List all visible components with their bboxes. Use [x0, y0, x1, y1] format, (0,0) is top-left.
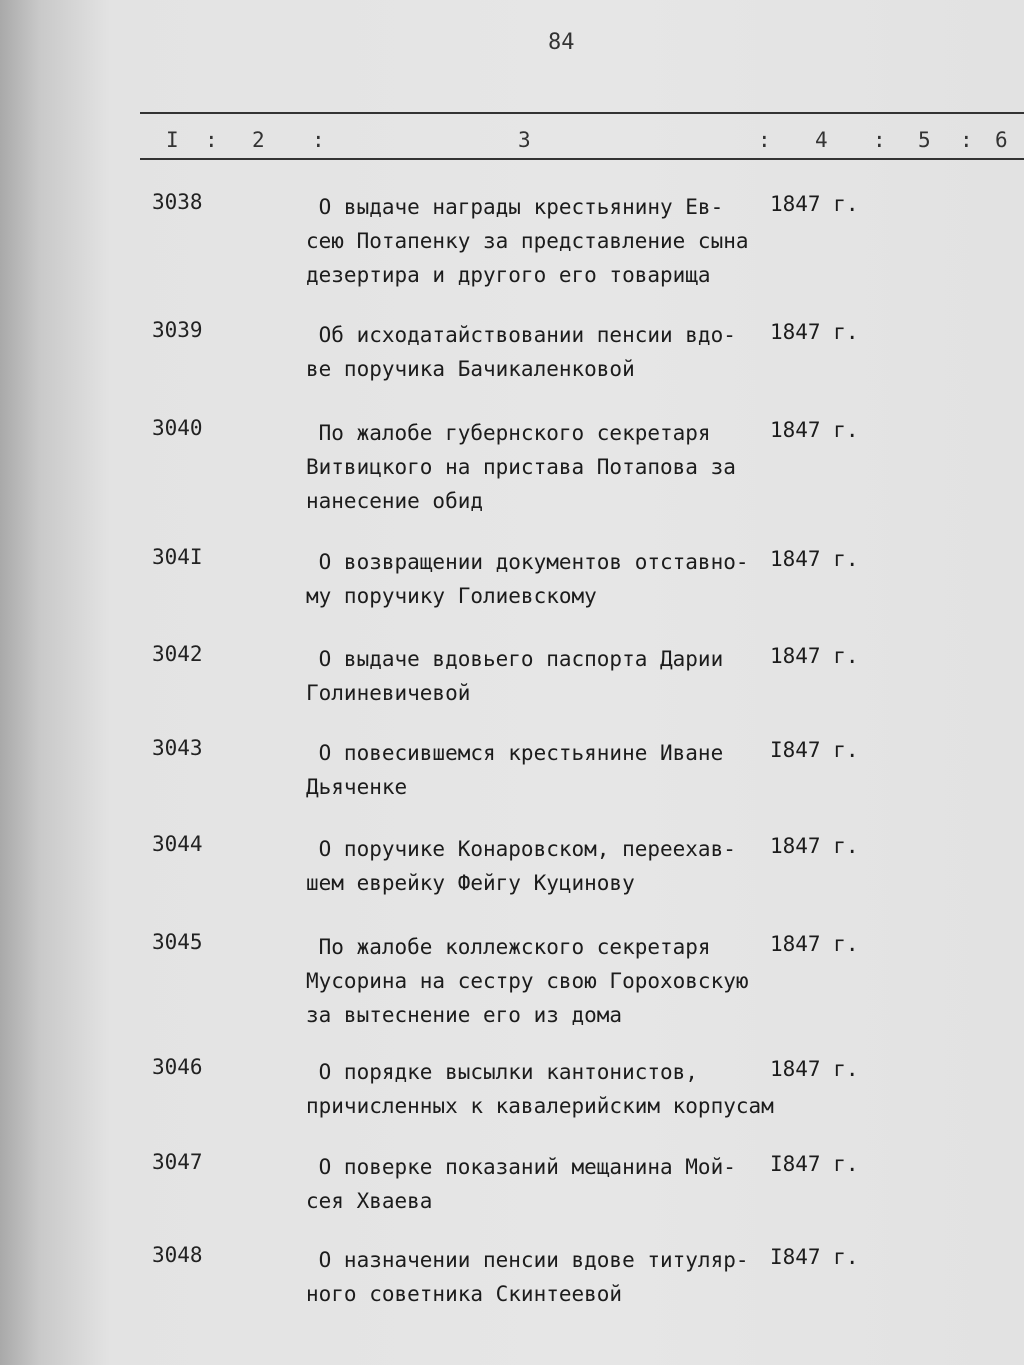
header-col-2: 2: [252, 128, 265, 152]
entry-year: I847 г.: [770, 738, 859, 762]
header-col-3: 3: [518, 128, 531, 152]
header-bottom-rule: [140, 158, 1024, 160]
entry-year: 1847 г.: [770, 834, 859, 858]
entry-title: О порядке высылки кантонистов, причисленных к кавалерийским корпусам: [306, 1060, 774, 1118]
page-number: 84: [548, 30, 575, 55]
entry-year: 1847 г.: [770, 418, 859, 442]
entry-number: 3047: [152, 1150, 203, 1174]
header-col-5: 5: [918, 128, 931, 152]
entry-number: 304I: [152, 545, 203, 569]
header-sep-4: :: [873, 128, 886, 152]
header-sep-2: :: [312, 128, 325, 152]
entry-number: 3040: [152, 416, 203, 440]
header-sep-1: :: [205, 128, 218, 152]
entry-number: 3044: [152, 832, 203, 856]
entry-title: О возвращении документов отставно- му поручику Голиевскому: [306, 550, 749, 608]
entry-number: 3043: [152, 736, 203, 760]
entry-year: 1847 г.: [770, 547, 859, 571]
entry-title: По жалобе губернского секретаря Витвицкого на пристава Потапова за нанесение обид: [306, 421, 736, 513]
entry-number: 3046: [152, 1055, 203, 1079]
header-sep-5: :: [960, 128, 973, 152]
entry-title: Об исходатайствовании пенсии вдо- ве поручика Бачикаленковой: [306, 323, 736, 381]
header-sep-3: :: [758, 128, 771, 152]
entry-year: 1847 г.: [770, 932, 859, 956]
entry-number: 3039: [152, 318, 203, 342]
entry-title: О повесившемся крестьянине Иване Дьяченке: [306, 741, 724, 799]
entry-title: О поверке показаний мещанина Мой- сея Хваева: [306, 1155, 736, 1213]
entry-number: 3045: [152, 930, 203, 954]
header-col-1: I: [166, 128, 179, 152]
entry-year: 1847 г.: [770, 1057, 859, 1081]
entry-title: О назначении пенсии вдове титуляр- ного советника Скинтеевой: [306, 1248, 749, 1306]
entry-year: I847 г.: [770, 1245, 859, 1269]
entry-year: 1847 г.: [770, 192, 859, 216]
entry-number: 3038: [152, 190, 203, 214]
header-col-6: 6: [995, 128, 1008, 152]
entry-number: 3042: [152, 642, 203, 666]
entry-number: 3048: [152, 1243, 203, 1267]
entry-year: 1847 г.: [770, 644, 859, 668]
entry-title: О выдаче вдовьего паспорта Дарии Голиневичевой: [306, 647, 724, 705]
entry-year: I847 г.: [770, 1152, 859, 1176]
header-col-4: 4: [815, 128, 828, 152]
entry-title: О поручике Конаровском, переехав- шем еврейку Фейгу Куцинову: [306, 837, 736, 895]
header-top-rule: [140, 112, 1024, 114]
entry-title: По жалобе коллежского секретаря Мусорина на сестру свою Гороховскую за вытеснение его из дома: [306, 935, 749, 1027]
entry-title: О выдаче награды крестьянину Ев- сею Потапенку за представление сына дезертира и другого его товарища: [306, 195, 749, 287]
entry-year: 1847 г.: [770, 320, 859, 344]
